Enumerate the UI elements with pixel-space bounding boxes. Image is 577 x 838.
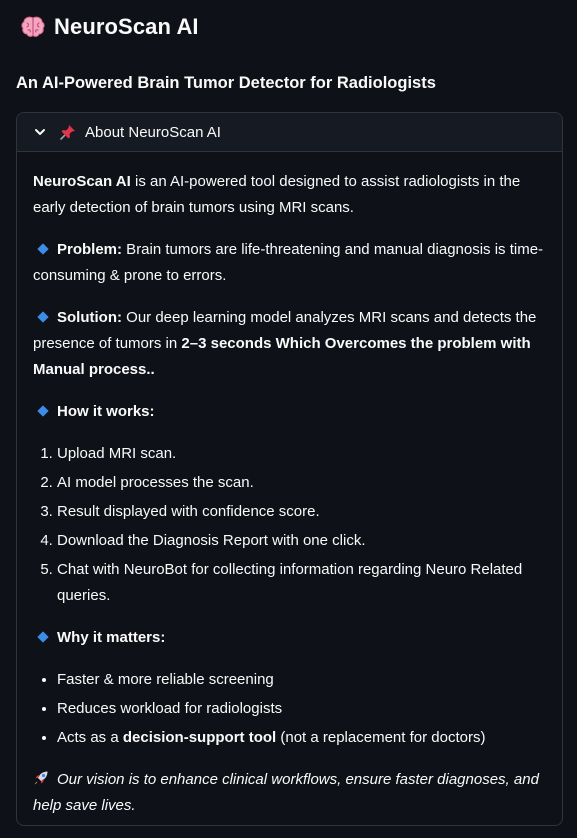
about-expander-label: About NeuroScan AI: [85, 123, 221, 141]
list-item: 5. Chat with NeuroBot for collecting information regarding Neuro Related queries.: [57, 557, 546, 609]
list-item: [57, 725, 546, 751]
list-item: 1. Upload MRI scan.: [57, 441, 546, 467]
how-heading: [33, 399, 546, 425]
app-title-text: NeuroScan AI: [54, 14, 199, 39]
intro-text: is an AI-powered tool designed to assist radiologists in the early detection of brain tumors using MRI scans.: [33, 173, 521, 216]
solution-text: Our deep learning model analyzes MRI scans and detects the presence of tumors in: [33, 309, 537, 352]
brain-icon: [20, 14, 46, 40]
rocket-icon: [33, 769, 49, 785]
intro-paragraph: [33, 169, 546, 221]
list-item: 2. AI model processes the scan.: [57, 470, 546, 496]
blue-diamond-icon: [37, 405, 48, 416]
blue-diamond-icon: [37, 243, 48, 254]
why-list: [33, 667, 546, 751]
vision-text: Our vision is to enhance clinical workflows, ensure faster diagnoses, and help save lives.: [33, 771, 539, 814]
vision-paragraph: [33, 767, 546, 819]
solution-label: Solution:: [57, 309, 122, 326]
pin-icon: [59, 123, 77, 141]
about-expander: [16, 112, 563, 826]
steps-list: [33, 441, 546, 609]
why-label: Why it matters:: [57, 629, 166, 646]
page-subtitle: An AI-Powered Brain Tumor Detector for Radiologists: [16, 74, 436, 92]
blue-diamond-icon: [37, 631, 48, 642]
problem-text: Brain tumors are life-threatening and manual diagnosis is time-consuming & prone to errors.: [33, 241, 544, 284]
why-heading: [33, 625, 546, 651]
list-item: • Reduces workload for radiologists: [57, 696, 546, 722]
bullet-text: Acts as a: [57, 729, 123, 746]
problem-label: Problem:: [57, 241, 123, 258]
chevron-down-icon[interactable]: [33, 125, 47, 139]
list-item: 4. Download the Diagnosis Report with one click.: [57, 528, 546, 554]
intro-bold: NeuroScan AI: [33, 173, 131, 190]
app-title: [20, 14, 199, 40]
bullet-bold: decision-support tool: [122, 729, 277, 746]
blue-diamond-icon: [37, 311, 48, 322]
list-item: • Faster & more reliable screening: [57, 667, 546, 693]
how-label: How it works:: [57, 403, 155, 420]
about-expander-content: [17, 152, 562, 819]
about-expander-header[interactable]: [17, 113, 562, 152]
bullet-text: (not a replacement for doctors): [276, 729, 486, 746]
problem-paragraph: [33, 237, 546, 289]
solution-paragraph: [33, 305, 546, 383]
solution-bold: 2–3 seconds Which Overcomes the problem with Manual process..: [33, 335, 531, 378]
list-item: 3. Result displayed with confidence score.: [57, 499, 546, 525]
